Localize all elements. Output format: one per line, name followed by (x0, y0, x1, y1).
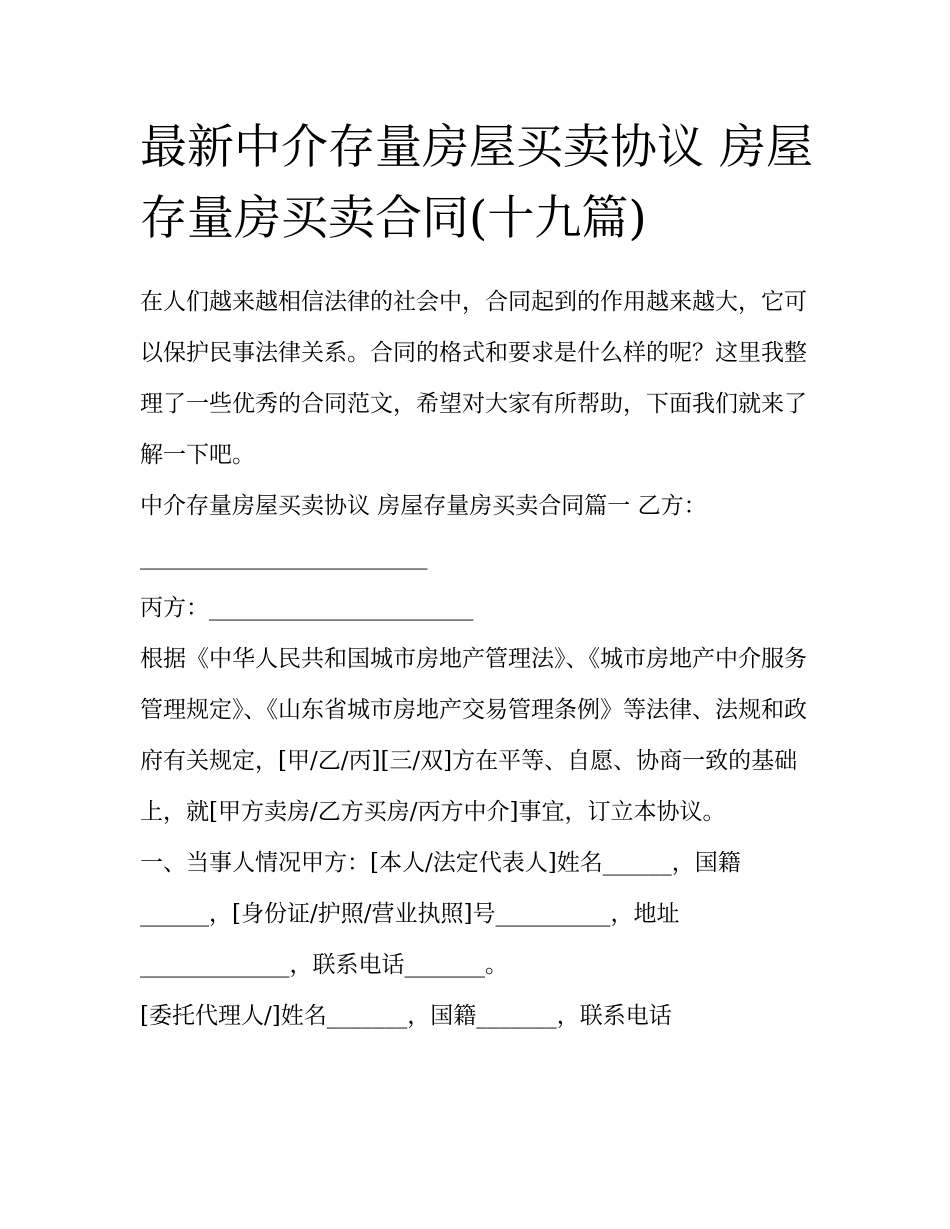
party-c-line: 丙方：_______________________ (140, 595, 474, 621)
document-title: 最新中介存量房屋买卖协议 房屋存量房买卖合同(十九篇) (140, 120, 813, 246)
intro-paragraph: 在人们越来越相信法律的社会中，合同起到的作用越来越大，它可以保护民事法律关系。合同的格式和要求是什么样的呢？这里我整理了一些优秀的合同范文，希望对大家有所帮助，下面我们就来了解一下吧。 (140, 289, 807, 468)
document-body (140, 277, 820, 1042)
party-b-line: 中介存量房屋买卖协议 房屋存量房买卖合同篇一 乙方：_________________________ (140, 493, 707, 570)
agent-info-paragraph: [委托代理人/]姓名_______，国籍_______，联系电话 (140, 1003, 672, 1029)
legal-basis-paragraph: 根据《中华人民共和国城市房地产管理法》、《城市房地产中介服务管理规定》、《山东省城市房地产交易管理条例》等法律、法规和政府有关规定，[甲/乙/丙][三/双]方在平等、自愿、协商一致的基础上，就[甲方卖房/乙方买房/丙方中介]事宜，订立本协议。 (140, 646, 807, 825)
party-a-info-paragraph: 一、当事人情况甲方：[本人/法定代表人]姓名______，国籍______，[身份证/护照/营业执照]号__________，地址_____________，联系电话_______。 (140, 850, 741, 978)
